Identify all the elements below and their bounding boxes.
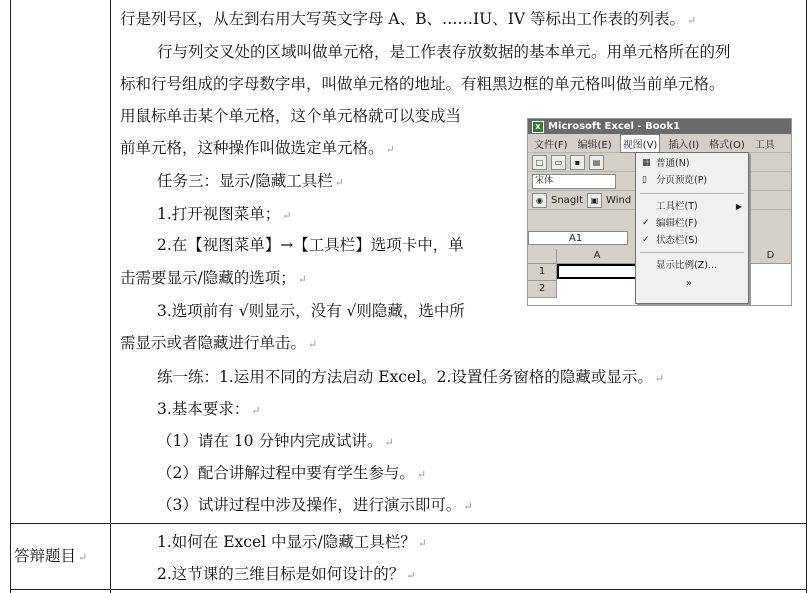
menu-item-formula-bar[interactable]: ✓ 编辑栏(F): [636, 215, 748, 232]
menu-item-status-bar[interactable]: ✓ 状态栏(S): [636, 232, 748, 249]
row-header-2[interactable]: 2: [528, 281, 557, 298]
submenu-arrow-icon: ▶: [735, 202, 742, 211]
text-line: 1.打开视图菜单； ↵: [157, 205, 292, 223]
row-header-1[interactable]: 1: [528, 264, 557, 281]
name-box[interactable]: A1: [528, 231, 628, 245]
excel-title-bar: [528, 119, 791, 134]
column-header-a[interactable]: A: [557, 249, 638, 264]
answer-question: 1.如何在 Excel 中显示/隐藏工具栏？ ↵: [157, 533, 427, 551]
menu-edit[interactable]: 编辑(E): [577, 139, 612, 151]
text-line: 行与列交叉处的区域叫做单元格，是工作表存放数据的基本单元。用单元格所在的列: [157, 43, 731, 61]
text-line: 3.基本要求： ↵: [157, 400, 261, 418]
excel-app-icon: X: [532, 121, 544, 133]
window-icon[interactable]: ▣: [587, 193, 602, 208]
menu-file[interactable]: 文件(F): [534, 139, 568, 151]
new-file-icon[interactable]: □: [532, 155, 547, 170]
excel-menu-bar: [528, 134, 791, 153]
table-row-separator: [10, 523, 807, 524]
menu-item-normal[interactable]: ▦ 普通(N): [636, 155, 748, 172]
snagit-label[interactable]: SnagIt: [551, 194, 584, 206]
table-border-bottom: [10, 589, 807, 590]
font-select[interactable]: 宋体: [532, 174, 616, 189]
menu-item-zoom[interactable]: 显示比例(Z)...: [656, 260, 717, 271]
check-icon: ✓: [642, 235, 650, 245]
menu-separator: [640, 193, 744, 194]
menu-insert[interactable]: 插入(I): [668, 139, 700, 151]
wind-label[interactable]: Wind: [606, 194, 632, 206]
check-icon: ✓: [642, 218, 650, 228]
answer-question: 2.这节课的三维目标是如何设计的？ ↵: [157, 565, 416, 583]
table-border-left: [10, 0, 11, 593]
table-border-right: [806, 0, 807, 593]
text-line: 行是列号区，从左到右用大写英文字母 A、B、……IU、IV 等标出工作表的列表。 ↵: [120, 10, 697, 28]
view-menu-dropdown: [635, 152, 749, 304]
text-line: 标和行号组成的字母数字串，叫做单元格的地址。有粗黑边框的单元格叫做当前单元格。: [120, 75, 725, 93]
corner-cell[interactable]: [528, 249, 557, 264]
task-heading: 任务三：显示/隐藏工具栏 ↵: [157, 172, 344, 190]
menu-item-toolbars[interactable]: 工具栏(T) ▶: [636, 198, 748, 215]
open-folder-icon[interactable]: ▭: [551, 155, 566, 170]
text-line: （2）配合讲解过程中要有学生参与。 ↵: [157, 464, 427, 482]
page-preview-icon: ▯: [642, 175, 647, 185]
text-line: （1）请在 10 分钟内完成试讲。 ↵: [157, 432, 394, 450]
text-line: 2.在【视图菜单】→【工具栏】选项卡中，单: [157, 236, 464, 254]
menu-tools[interactable]: 工具: [754, 139, 775, 151]
save-icon[interactable]: ▪: [570, 155, 585, 170]
text-line: 击需要显示/隐藏的选项； ↵: [120, 269, 307, 287]
menu-view[interactable]: 视图(V): [620, 134, 661, 153]
snagit-icon: ◉: [532, 193, 547, 208]
text-line: 3.选项前有 √则显示，没有 √则隐藏，选中所: [157, 302, 465, 320]
menu-separator: [640, 252, 744, 253]
text-line: 练一练：1.运用不同的方法启动 Excel。2.设置任务窗格的隐藏或显示。 ↵: [157, 368, 665, 386]
table-border-divider: [110, 0, 111, 593]
text-line: 需显示或者隐藏进行单击。 ↵: [120, 334, 318, 352]
answer-label: 答辩题目 ↵: [14, 547, 88, 565]
text-line: （3）试讲过程中涉及操作，进行演示即可。 ↵: [157, 496, 473, 514]
print-icon[interactable]: ▤: [589, 155, 604, 170]
menu-expand-chevron[interactable]: »: [686, 278, 692, 289]
normal-view-icon: ▦: [642, 158, 651, 168]
active-cell-a1[interactable]: [557, 264, 637, 279]
menu-format[interactable]: 格式(O): [709, 139, 745, 151]
text-line: 用鼠标单击某个单元格，这个单元格就可以变成当: [120, 107, 462, 125]
menu-item-page-break-preview[interactable]: ▯ 分页预览(P): [636, 172, 748, 189]
text-line: 前单元格，这种操作叫做选定单元格。 ↵: [120, 139, 395, 157]
column-header-d[interactable]: D: [750, 249, 792, 264]
excel-screenshot: [527, 118, 792, 306]
excel-title: Microsoft Excel - Book1: [548, 121, 681, 132]
